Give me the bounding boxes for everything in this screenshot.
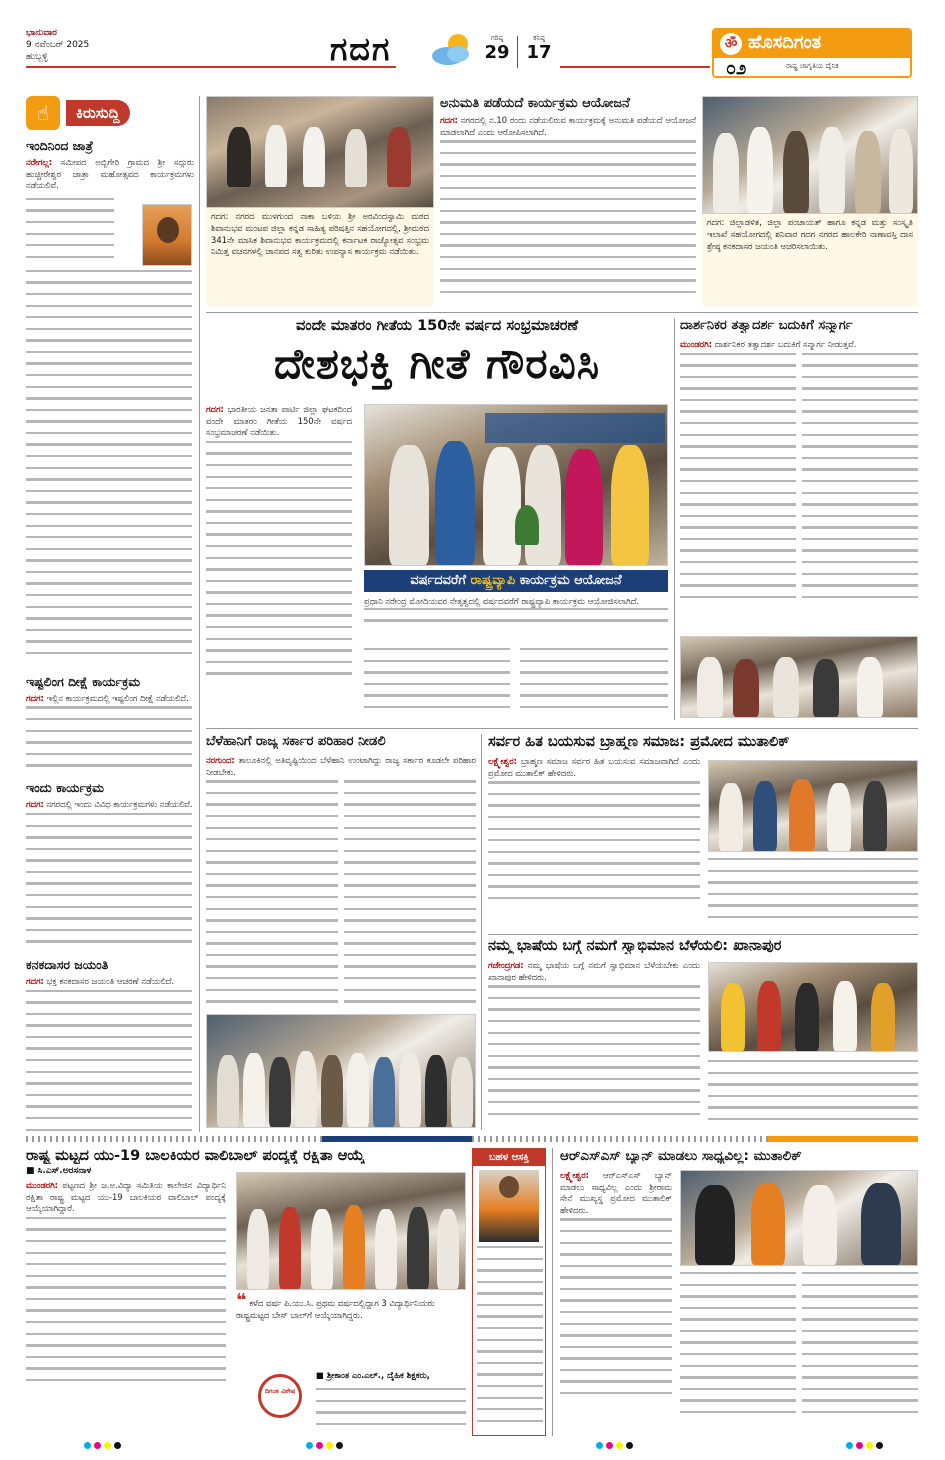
story-body (560, 1218, 672, 1418)
story-body (708, 858, 918, 928)
story-lead (488, 960, 700, 983)
lead-sub-body (364, 608, 668, 636)
max-temp-block (480, 34, 514, 63)
story-headline: ಅನುಮತಿ ಪಡೆಯದೆ ಕಾರ್ಯಕ್ರಮ ಆಯೋಜನೆ (440, 96, 630, 111)
event-photo (680, 636, 918, 718)
story-headline: ರಾಷ್ಟ್ರ ಮಟ್ಟದ ಯು-19 ಬಾಲಕಿಯರ ವಾಲಿಬಾಲ್ ಪಂದ್ಯಕ್ಕೆ ರಕ್ಷಿತಾ ಆಯ್ಕೆ (26, 1148, 365, 1164)
story-body (680, 353, 796, 619)
sun-cloud-icon (428, 30, 476, 70)
story-place: ಮುಂಡರಗಿ: (26, 1180, 59, 1190)
paper-tagline: ರಾಷ್ಟ್ರ ಜಾಗೃತಿಯ ದೈನಿಕ (786, 62, 839, 70)
lead-story-col-4 (520, 648, 668, 720)
kirusuddi-body-2 (26, 270, 192, 670)
section-rule (206, 728, 918, 729)
paper-logo (712, 28, 912, 78)
photo-caption: ಗದಗ: ಜಿಲ್ಲಾಡಳಿತ, ಜಿಲ್ಲಾ ಪಂಚಾಯತ್ ಹಾಗೂ ಕನ್ನಡ ಮತ್ತು ಸಂಸ್ಕೃತಿ ಇಲಾಖೆ ಸಹಯೋಗದಲ್ಲಿ ಶನಿವಾರ ಗದಗ ನಗರದ ಹಾಲಕೇರಿ ನಾಣಾವಸ್ತಿ ದಾಸ ಶ್ರೇಷ್ಠ ಕನಕದಾಸರ ಜಯಂತಿ ಆಚರಿಸಲಾಯಿತು. (702, 214, 918, 306)
max-temp-value: 29 (484, 42, 510, 63)
subhead-prefix: ವರ್ಷದವರೆಗೆ (410, 573, 471, 588)
story-lead-text: ದಾರ್ಶನಿಕರ ತತ್ವಾದರ್ಶ ಬದುಕಿಗೆ ಸನ್ಮಾರ್ಗ ನೀಡುತ್ತವೆ. (714, 339, 857, 349)
quote-author: ■ ಶ್ರೀಕಾಂತ ಎಂ.ಎಲ್., ದೈಹಿಕ ಶಿಕ್ಷಕರು, (316, 1370, 430, 1380)
story-darshanika (680, 318, 918, 720)
lead-story-photo (364, 404, 668, 566)
event-photo (680, 1170, 918, 1266)
bottom-divider (26, 1136, 918, 1142)
event-photo (206, 1014, 476, 1128)
sidebar-body (477, 1246, 543, 1436)
kirusuddi-item (26, 138, 194, 670)
story-headline: ನಮ್ಮ ಭಾಷೆಯ ಬಗ್ಗೆ ನಮಗೆ ಸ್ವಾಭಿಮಾನ ಬೆಳೆಯಲಿ: ಖಾನಾಪುರ (488, 938, 782, 954)
story-body (802, 1272, 918, 1432)
story-place: ನರಗುಂದ: (206, 755, 235, 765)
subhead-highlight: ರಾಷ್ಟ್ರವ್ಯಾಪಿ (470, 573, 516, 588)
kirusuddi-lead-text: ಸಮೀಪದ ಅಬ್ಬಿಗೇರಿ ಗ್ರಾಮದ ಶ್ರೀ ಸದ್ಗುರು ಹುಚ್ಚೀರೇಶ್ವರ ಜಾತ್ರಾ ಮಹೋತ್ಸವದ ಕಾರ್ಯಕ್ರಮಗಳು ನಡೆಯಲಿವೆ. (26, 157, 194, 191)
paper-name: ಹೊಸದಿಗಂತ (748, 32, 822, 53)
om-icon: ॐ (720, 33, 742, 55)
kirusuddi-item (26, 957, 194, 1131)
story-place: ಗದಗ: (440, 115, 458, 125)
kirusuddi-place: ಗದಗ: (26, 975, 44, 986)
quote-icon: ❝ (236, 1290, 247, 1311)
story-lead-text: ಆರ್‌ಎಸ್‌ಎಸ್ ಬ್ಯಾನ್ ಮಾಡಲು ಸಾಧ್ಯವಿಲ್ಲ ಎಂದು ಶ್ರೀರಾಮ ಸೇನೆ ಮುಖ್ಯಸ್ಥ ಪ್ರಮೋದ ಮುತಾಲಿಕ್ ಹೇಳಿದರು. (560, 1170, 672, 1215)
column-rule (552, 1148, 553, 1436)
story-lead (206, 755, 476, 778)
kirusuddi-lead-text: ನಗರದಲ್ಲಿ ಇಂದು ವಿವಿಧ ಕಾರ್ಯಕ್ರಮಗಳು ನಡೆಯಲಿವೆ. (46, 799, 193, 810)
kirusuddi-lead (26, 693, 194, 705)
story-place: ಲಕ್ಷ್ಮೇಶ್ವರ: (560, 1170, 589, 1180)
story-lead-text: ಪಟ್ಟಣದ ಶ್ರೀ ಜ.ಅ.ವಿದ್ಯಾ ಸಮಿತಿಯ ಕಾಲೇಜಿನ ವಿದ್ಯಾರ್ಥಿನಿ ರಕ್ಷಿತಾ ರಾಷ್ಟ್ರ ಮಟ್ಟದ ಯು-19 ಬಾಲಕಿಯರ ವಾಲಿಬಾಲ್ ಪಂದ್ಯಕ್ಕೆ ಆಯ್ಕೆಯಾಗಿದ್ದಾರೆ. (26, 1180, 226, 1214)
min-temp-label: ಕನಿಷ್ಠ (533, 34, 545, 42)
story-rss (560, 1148, 918, 1436)
event-photo (702, 96, 918, 214)
story-lead-text: ನಮ್ಮ ಭಾಷೆಯ ಬಗ್ಗೆ ನಮಗೆ ಸ್ವಾಭಿಮಾನ ಬೆಳೆಯಬೇಕು ಎಂದು ಖಾನಾಪುರ ಹೇಳಿದರು. (488, 960, 700, 982)
bahala-aasakti-sidebar (472, 1148, 546, 1436)
story-headline: ದಾರ್ಶನಿಕರ ತತ್ವಾದರ್ಶ ಬದುಕಿಗೆ ಸನ್ಮಾರ್ಗ (680, 318, 853, 333)
max-temp-label: ಗರಿಷ್ಠ (490, 34, 504, 42)
kirusuddi-body (26, 706, 192, 776)
story-body (488, 985, 700, 1125)
kirusuddi-lead (26, 976, 194, 988)
story-body (344, 780, 476, 1016)
kirusuddi-head: ಇಷ್ಟಲಿಂಗ ದೀಕ್ಷೆ ಕಾರ್ಯಕ್ರಮ (26, 673, 141, 689)
registration-dots (84, 1442, 121, 1449)
min-temp-block (522, 34, 556, 63)
kirusuddi-body (26, 990, 192, 1131)
kirusuddi-head: ಇಂದಿನಿಂದ ಜಾತ್ರೆ (26, 138, 94, 153)
story-byline: ■ ಸಿ.ಎಸ್.ಅರಸನಾಳ (26, 1166, 92, 1176)
lead-story-lead-text: ಭಾರತೀಯ ಜನತಾ ಪಾರ್ಟಿ ಜಿಲ್ಲಾ ಘಟಕದಿಂದ ವಂದೇ ಮಾತರಂ ಗೀತೆಯ 150ನೇ ವರ್ಷದ ಸಂಭ್ರಮಾಚರಣೆ ನಡೆಯಿತು. (206, 404, 352, 438)
column-rule (674, 318, 675, 720)
kirusuddi-place: ಗದಗ: (26, 799, 44, 810)
story-place: ಗಜೇಂದ್ರಗಡ: (488, 960, 524, 970)
page-number: ೦೨ (726, 58, 747, 78)
story-lead (560, 1170, 672, 1216)
story-lead (488, 756, 700, 779)
lead-story-place: ಗದಗ: (206, 404, 224, 414)
masthead-date-block (26, 28, 146, 62)
lead-story-col-2 (220, 560, 352, 720)
kirusuddi-body (26, 198, 114, 268)
lead-sub-lead: ಪ್ರಧಾನಿ ನರೇಂದ್ರ ಮೋದಿಯವರ ನೇತೃತ್ವದಲ್ಲಿ ವರ್ಷದವರೆಗೆ ರಾಷ್ಟ್ರವ್ಯಾಪಿ ಕಾರ್ಯಕ್ರಮ ಆಯೋಜಿಸಲಾಗಿದೆ. (364, 596, 640, 606)
kirusuddi-place: ಗದಗ: (26, 692, 44, 703)
story-headline: ಆರ್‌ಎಸ್‌ಎಸ್ ಬ್ಯಾನ್ ಮಾಡಲು ಸಾಧ್ಯವಿಲ್ಲ: ಮುತಾಲಿಕ್ (560, 1148, 802, 1164)
kirusuddi-item (26, 674, 194, 777)
hand-pointer-icon: ☝ (26, 96, 60, 130)
story-body (802, 353, 918, 619)
registration-dots (306, 1442, 343, 1449)
masthead-day: ಭಾನುವಾರ (26, 28, 57, 38)
kirusuddi-column (26, 96, 194, 1131)
min-temp-value: 17 (526, 42, 552, 63)
byline-name: ಸಿ.ಎಸ್.ಅರಸನಾಳ (37, 1166, 92, 1176)
lead-subhead (364, 570, 668, 592)
lead-kicker: ವಂದೇ ಮಾತರಂ ಗೀತೆಯ 150ನೇ ವರ್ಷದ ಸಂಭ್ರಮಾಚರಣೆ (295, 318, 579, 334)
coach-quote (236, 1290, 466, 1366)
story-belehani (206, 734, 476, 1130)
sidebar-title: ಬಹಳ ಆಸಕ್ತಿ (473, 1149, 545, 1166)
kirusuddi-header (26, 96, 194, 130)
section-rule (488, 934, 918, 935)
masthead-right-rule (560, 66, 710, 68)
story-lead-text: ಬ್ರಾಹ್ಮಣ ಸಮಾಜ ಸರ್ವರ ಹಿತ ಬಯಸುವ ಸಮಾಜವಾಗಿದೆ ಎಂದು ಪ್ರಮೋದ ಮುತಾಲಿಕ್ ಹೇಳಿದರು. (488, 756, 700, 778)
registration-dots (846, 1442, 883, 1449)
section-rule (206, 312, 918, 313)
story-body (680, 1272, 796, 1432)
temp-divider (517, 36, 518, 68)
story-place: ಲಕ್ಷ್ಮೇಶ್ವರ: (488, 756, 517, 766)
story-bhashe (488, 938, 918, 1130)
digantha-vishesha-badge (258, 1374, 302, 1418)
edition-title: ಗದಗ (330, 30, 392, 68)
story-body (206, 780, 338, 1016)
story-body (488, 781, 700, 911)
story-volleyball (26, 1148, 546, 1436)
masthead-date: 9 ನವೆಂಬರ್ 2025 (26, 40, 90, 50)
quote-author-name: ಶ್ರೀಕಾಂತ ಎಂ.ಎಲ್., ದೈಹಿಕ ಶಿಕ್ಷಕರು, (326, 1370, 430, 1380)
story-body (26, 1217, 226, 1397)
photo-caption: ಗದಗ: ನಗರದ ಮುಳಗುಂದ ನಾಕಾ ಬಳಿಯ ಶ್ರೀ ಅರವಿಂದಸ್ವಾಮಿ ಮಠದ ಶಿವಾನುಭವ ಮಂಟಪ ಜಿಲ್ಲಾ ಕನ್ನಡ ಸಾಹಿತ್ಯ ಪರಿಷತ್ತಿನ ಸಹಯೋಗದಲ್ಲಿ, ಶ್ರೀಮಠದ 341ನೇ ಮಾಸಿಕ ಶಿವಾನುಭವ ಕಾರ್ಯಕ್ರಮದಲ್ಲಿ ಕರ್ನಾಟಕ ರಾಜ್ಯೋತ್ಸವ ಸಂಭ್ರಮ ನಿಮಿತ್ತ ವಚನಗಳಲ್ಲಿ ಜಾನಪದ ಸತ್ವ ಕುರಿತು ಉಪನ್ಯಾಸ ಕಾರ್ಯಕ್ರಮ ನಡೆಯಿತು. (206, 208, 434, 306)
story-lead (680, 339, 918, 351)
masthead (0, 0, 945, 84)
event-photo (708, 760, 918, 852)
event-photo (708, 962, 918, 1052)
masthead-city: ಹುಬ್ಬಳ್ಳಿ (26, 52, 48, 62)
kirusuddi-body (26, 813, 192, 953)
player-photo (479, 1170, 539, 1242)
kirusuddi-lead (26, 157, 194, 192)
subhead-suffix: ಕಾರ್ಯಕ್ರಮ ಆಯೋಜನೆ (515, 573, 622, 588)
event-photo (236, 1172, 466, 1290)
story-lead-text: ನಗರದಲ್ಲಿ ನ.10 ರಂದು ನಡೆಯಲಿರುವ ಕಾರ್ಯಕ್ರಮಕ್ಕೆ ಅನುಮತಿ ಪಡೆಯದೆ ಆಯೋಜನೆ ಮಾಡಲಾಗಿದೆ ಎಂದು ಆರೋಪಿಸಲಾಗಿದೆ. (440, 115, 696, 137)
story-brahmana (488, 734, 918, 930)
kirusuddi-lead-text: ಭಕ್ತ ಕನಕದಾಸರ ಜಯಂತಿ ಆಚರಣೆ ನಡೆಯಲಿದೆ. (46, 975, 175, 986)
story-photo-top (206, 96, 434, 306)
story-headline: ಬೆಳೆಹಾನಿಗೆ ರಾಜ್ಯ ಸರ್ಕಾರ ಪರಿಹಾರ ನೀಡಲಿ (206, 734, 386, 749)
quote-text: ಕಳೆದ ವರ್ಷ ಪಿ.ಯು.ಸಿ. ಪ್ರಥಮ ವರ್ಷದಲ್ಲಿದ್ದಾಗ 3 ವಿದ್ಯಾರ್ಥಿನಿಯರು ರಾಷ್ಟ್ರಮಟ್ಟದ ಬೇಸ್ ಬಾಲ್‌ಗೆ ಆಯ್ಕೆಯಾಗಿದ್ದರು. (236, 1298, 435, 1320)
column-rule (199, 96, 200, 1132)
event-photo (206, 96, 434, 208)
story-headline: ಸರ್ವರ ಹಿತ ಬಯಸುವ ಬ್ರಾಹ್ಮಣ ಸಮಾಜ: ಪ್ರಮೋದ ಮುತಾಲಿಕ್ (488, 734, 790, 750)
kirusuddi-head: ಇಂದು ಕಾರ್ಯಕ್ರಮ (26, 780, 105, 796)
registration-dots (596, 1442, 633, 1449)
story-lead (440, 115, 696, 138)
lead-story-lead (206, 404, 352, 439)
kirusuddi-portrait (142, 204, 192, 266)
badge-text: ದಿಗಂತ ವಿಶೇಷ (264, 1387, 296, 1395)
kirusuddi-place: ನರೇಗಲ್ಲ: (26, 157, 53, 167)
lead-sub-story (364, 596, 668, 642)
kirusuddi-lead (26, 799, 194, 811)
story-body (440, 140, 696, 310)
kirusuddi-lead-text: ಇಲ್ಲಿನ ಕಾರ್ಯಕ್ರಮದಲ್ಲಿ ಇಷ್ಟಲಿಂಗ ದೀಕ್ಷೆ ನಡೆಯಲಿದೆ. (46, 692, 189, 703)
lead-headline: ದೇಶಭಕ್ತಿ ಗೀತೆ ಗೌರವಿಸಿ (273, 339, 601, 388)
story-anumati (440, 96, 696, 306)
story-body (708, 1060, 918, 1128)
story-place: ಮುಂಡರಗಿ: (680, 339, 713, 349)
story-lead (26, 1180, 226, 1215)
column-rule (481, 734, 482, 1130)
story-lead-text: ತಾಲೂಕಿನಲ್ಲಿ ಅತಿವೃಷ್ಟಿಯಿಂದ ಬೆಳೆಹಾನಿ ಉಂಟಾಗಿದ್ದು ರಾಜ್ಯ ಸರ್ಕಾರ ಕೂಡಲೇ ಪರಿಹಾರ ನೀಡಬೇಕು. (206, 755, 476, 777)
kirusuddi-title: ಕಿರುಸುದ್ದಿ (66, 100, 130, 126)
portrait-face (157, 217, 179, 243)
story-body (316, 1388, 466, 1434)
lead-story-col-3 (364, 648, 510, 720)
story-photo-right (702, 96, 918, 306)
kirusuddi-item (26, 780, 194, 953)
kirusuddi-head: ಕನಕದಾಸರ ಜಯಂತಿ (26, 956, 109, 972)
